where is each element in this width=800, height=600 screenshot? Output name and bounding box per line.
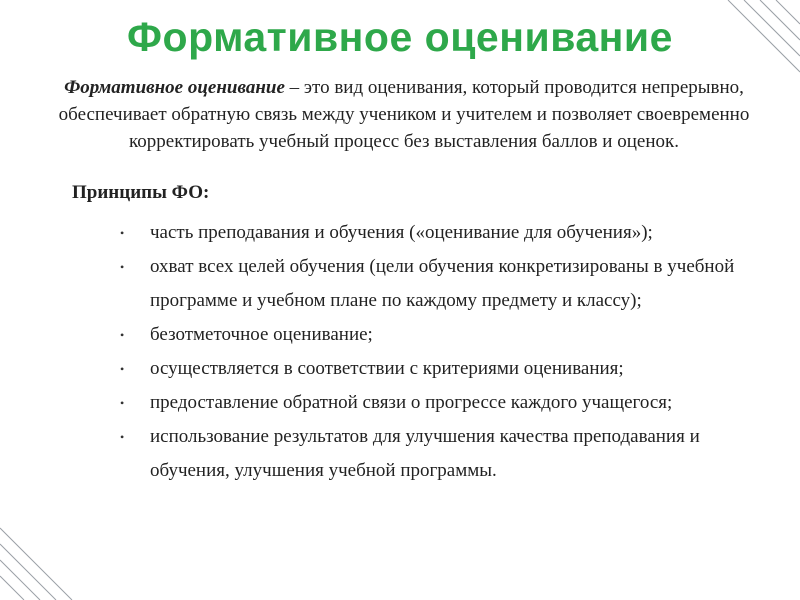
bullet-icon: • (120, 226, 125, 240)
bullet-icon: • (120, 362, 125, 376)
definition-dash: – (284, 77, 304, 98)
principle-text: предоставление обратной связи о прогрессе каждого учащегося; (150, 392, 673, 413)
principle-item (120, 250, 760, 318)
principle-text: безотметочное оценивание; (150, 324, 373, 345)
principle-text: использование результатов для улучшения качества преподавания и обучения, улучшения учебной программы. (150, 426, 700, 481)
definition-paragraph (36, 74, 772, 155)
bottom-left-decorative-lines (0, 510, 100, 600)
principle-item (120, 420, 760, 488)
principles-heading: Принципы ФО: (72, 182, 210, 203)
principle-item (120, 386, 760, 420)
principle-text: охват всех целей обучения (цели обучения конкретизированы в учебной программе и учебном плане по каждому предмету и классу); (150, 256, 735, 311)
principle-text: часть преподавания и обучения («оценивание для обучения»); (150, 222, 653, 243)
principles-list (120, 216, 760, 488)
principle-text: осуществляется в соответствии с критериями оценивания; (150, 358, 624, 379)
bullet-icon: • (120, 260, 125, 274)
definition-text: это вид оценивания, который проводится непрерывно, обеспечивает обратную связь между учеником и учителем и позволяет своевременно корректировать учебный процесс без выставления баллов и оценок. (58, 77, 750, 152)
principle-item (120, 318, 760, 352)
definition-term: Формативное оценивание (64, 77, 285, 98)
principle-item (120, 352, 760, 386)
bullet-icon: • (120, 328, 125, 342)
slide-title: Формативное оценивание (127, 14, 673, 60)
bullet-icon: • (120, 396, 125, 410)
principle-item (120, 216, 760, 250)
bullet-icon: • (120, 430, 125, 444)
